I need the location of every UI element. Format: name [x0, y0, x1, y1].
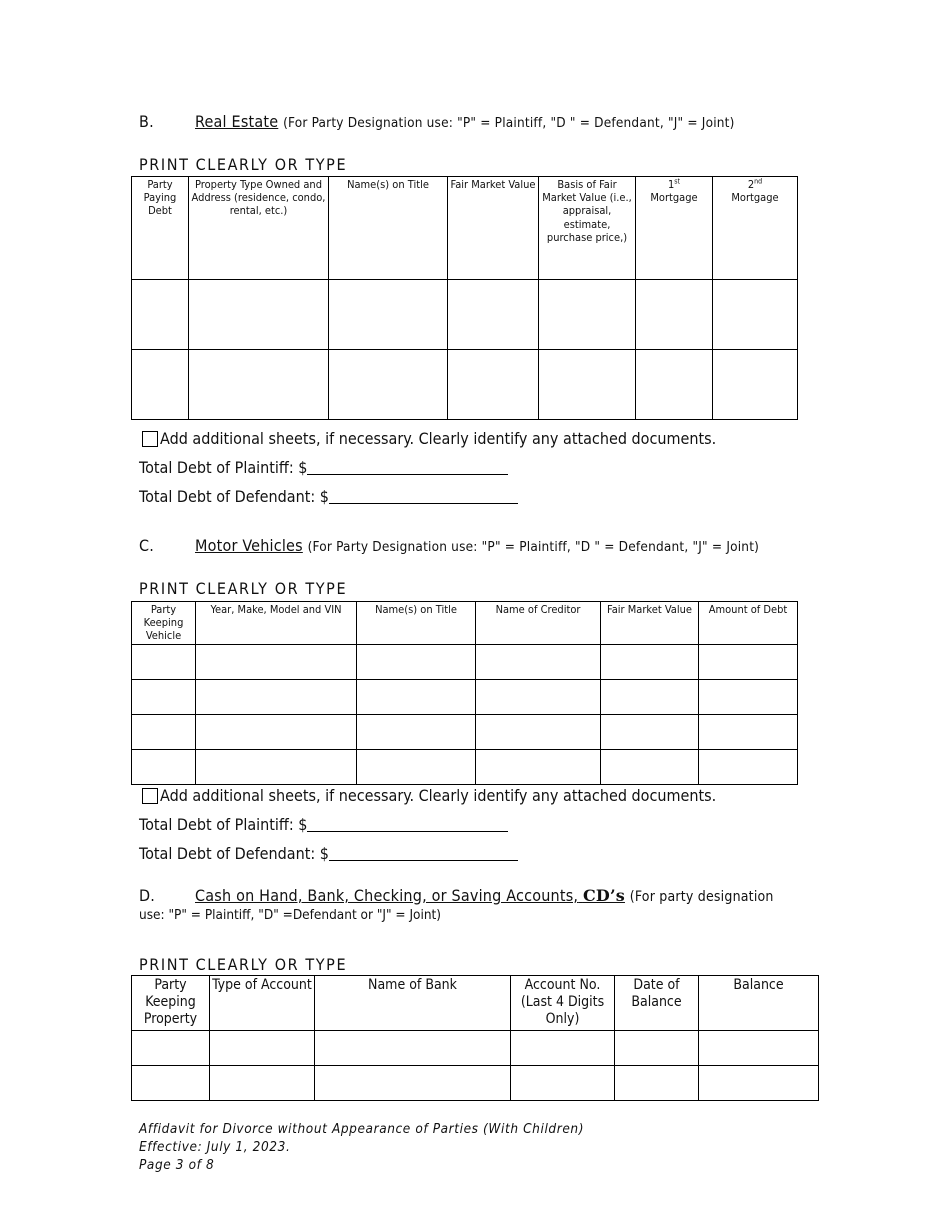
table-cell[interactable]	[511, 1031, 615, 1066]
print-clearly-label: PRINT CLEARLY OR TYPE	[139, 155, 348, 174]
header-type-of-account: Type of Account	[210, 976, 315, 1031]
table-cell[interactable]	[601, 715, 699, 750]
header-name-of-bank: Name of Bank	[315, 976, 511, 1031]
table-row[interactable]	[132, 750, 798, 785]
footer-effective-date: Effective: July 1, 2023.	[139, 1139, 291, 1155]
table-row[interactable]	[132, 715, 798, 750]
party-designation-note-cont: use: "P" = Plaintiff, "D" =Defendant or "J" = Joint)	[139, 907, 442, 923]
header-account-number: Account No. (Last 4 Digits Only)	[511, 976, 615, 1031]
table-cell[interactable]	[132, 280, 189, 350]
table-cell[interactable]	[329, 350, 448, 420]
section-c-heading	[139, 536, 759, 555]
header-party-paying-debt: Party Paying Debt	[132, 177, 189, 280]
table-cell[interactable]	[539, 350, 636, 420]
header-names-on-title: Name(s) on Title	[357, 602, 476, 645]
print-clearly-label: PRINT CLEARLY OR TYPE	[139, 579, 348, 598]
page-footer	[139, 1120, 584, 1174]
total-debt-plaintiff-label: Total Debt of Plaintiff: $	[139, 815, 308, 834]
table-cell[interactable]	[539, 280, 636, 350]
bank-accounts-table	[131, 975, 819, 1101]
cds-label: CD’s	[582, 886, 625, 905]
table-cell[interactable]	[601, 645, 699, 680]
header-name-of-creditor: Name of Creditor	[476, 602, 601, 645]
table-row[interactable]	[132, 645, 798, 680]
section-title: Real Estate	[195, 112, 279, 131]
footer-form-title: Affidavit for Divorce without Appearance of Parties (With Children)	[139, 1121, 585, 1137]
total-debt-defendant-field[interactable]	[329, 489, 518, 504]
table-cell[interactable]	[713, 280, 798, 350]
additional-sheets-label: Add additional sheets, if necessary. Clearly identify any attached documents.	[160, 429, 717, 448]
party-designation-note: (For Party Designation use: "P" = Plaintiff, "D " = Defendant, "J" = Joint)	[283, 115, 735, 131]
table-cell[interactable]	[476, 715, 601, 750]
section-title: Cash on Hand, Bank, Checking, or Saving Accounts, CD’s	[195, 886, 625, 905]
table-cell[interactable]	[132, 680, 196, 715]
table-cell[interactable]	[329, 280, 448, 350]
section-letter: C.	[139, 536, 155, 555]
table-cell[interactable]	[476, 645, 601, 680]
total-debt-defendant-row	[139, 844, 518, 863]
party-designation-note: (For Party Designation use: "P" = Plaintiff, "D " = Defendant, "J" = Joint)	[307, 539, 760, 555]
table-row[interactable]	[132, 680, 798, 715]
total-debt-defendant-label: Total Debt of Defendant: $	[139, 844, 329, 863]
header-date-of-balance: Date of Balance	[615, 976, 699, 1031]
table-cell[interactable]	[476, 680, 601, 715]
party-designation-note: (For party designation	[629, 889, 774, 905]
total-debt-plaintiff-field[interactable]	[307, 460, 508, 475]
table-cell[interactable]	[132, 715, 196, 750]
real-estate-table	[131, 176, 798, 420]
table-cell[interactable]	[448, 280, 539, 350]
table-cell[interactable]	[132, 1031, 210, 1066]
header-first-mortgage: 1st Mortgage	[636, 177, 713, 280]
additional-sheets-checkbox[interactable]	[142, 431, 158, 447]
table-row[interactable]	[132, 1066, 819, 1101]
additional-sheets-checkbox[interactable]	[142, 788, 158, 804]
total-debt-plaintiff-label: Total Debt of Plaintiff: $	[139, 458, 308, 477]
table-cell[interactable]	[699, 645, 798, 680]
footer-page-number: Page 3 of 8	[139, 1157, 215, 1173]
section-b-heading	[139, 112, 735, 131]
table-cell[interactable]	[196, 645, 357, 680]
table-cell[interactable]	[196, 680, 357, 715]
table-cell[interactable]	[315, 1031, 511, 1066]
header-second-mortgage: 2nd Mortgage	[713, 177, 798, 280]
table-cell[interactable]	[636, 280, 713, 350]
table-header-row	[132, 177, 798, 280]
table-cell[interactable]	[357, 645, 476, 680]
table-cell[interactable]	[615, 1031, 699, 1066]
table-cell[interactable]	[699, 715, 798, 750]
table-cell[interactable]	[196, 750, 357, 785]
table-row[interactable]	[132, 1031, 819, 1066]
table-header-row	[132, 602, 798, 645]
total-debt-plaintiff-row	[139, 815, 508, 834]
table-cell[interactable]	[699, 750, 798, 785]
header-basis-fmv: Basis of Fair Market Value (i.e., appraisal, estimate, purchase price,)	[539, 177, 636, 280]
table-cell[interactable]	[132, 645, 196, 680]
additional-sheets-line	[142, 429, 716, 448]
table-cell[interactable]	[699, 680, 798, 715]
table-cell[interactable]	[448, 350, 539, 420]
header-names-on-title: Name(s) on Title	[329, 177, 448, 280]
table-header-row	[132, 976, 819, 1031]
section-letter: D.	[139, 886, 156, 905]
table-cell[interactable]	[132, 350, 189, 420]
section-d-heading	[139, 886, 774, 905]
table-cell[interactable]	[210, 1066, 315, 1101]
table-cell[interactable]	[210, 1031, 315, 1066]
table-cell[interactable]	[357, 680, 476, 715]
header-party-keeping-property: Party Keeping Property	[132, 976, 210, 1031]
print-clearly-label: PRINT CLEARLY OR TYPE	[139, 955, 348, 974]
table-cell[interactable]	[699, 1066, 819, 1101]
header-fair-market-value: Fair Market Value	[601, 602, 699, 645]
table-cell[interactable]	[196, 715, 357, 750]
table-cell[interactable]	[615, 1066, 699, 1101]
table-cell[interactable]	[713, 350, 798, 420]
table-cell[interactable]	[189, 350, 329, 420]
table-row[interactable]	[132, 350, 798, 420]
total-debt-defendant-field[interactable]	[329, 846, 518, 861]
section-title: Motor Vehicles	[195, 536, 303, 555]
total-debt-defendant-row	[139, 487, 518, 506]
table-cell[interactable]	[132, 1066, 210, 1101]
header-balance: Balance	[699, 976, 819, 1031]
header-property-type: Property Type Owned and Address (residence, condo, rental, etc.)	[189, 177, 329, 280]
table-cell[interactable]	[357, 715, 476, 750]
table-cell[interactable]	[315, 1066, 511, 1101]
table-cell[interactable]	[601, 750, 699, 785]
total-debt-defendant-label: Total Debt of Defendant: $	[139, 487, 329, 506]
total-debt-plaintiff-field[interactable]	[307, 817, 508, 832]
table-cell[interactable]	[511, 1066, 615, 1101]
total-debt-plaintiff-row	[139, 458, 508, 477]
section-letter: B.	[139, 112, 154, 131]
additional-sheets-label: Add additional sheets, if necessary. Clearly identify any attached documents.	[160, 786, 717, 805]
table-row[interactable]	[132, 280, 798, 350]
header-fair-market-value: Fair Market Value	[448, 177, 539, 280]
additional-sheets-line	[142, 786, 716, 805]
header-amount-of-debt: Amount of Debt	[699, 602, 798, 645]
table-cell[interactable]	[189, 280, 329, 350]
table-cell[interactable]	[357, 750, 476, 785]
table-cell[interactable]	[132, 750, 196, 785]
table-cell[interactable]	[476, 750, 601, 785]
table-cell[interactable]	[699, 1031, 819, 1066]
motor-vehicles-table	[131, 601, 798, 785]
table-cell[interactable]	[601, 680, 699, 715]
table-cell[interactable]	[636, 350, 713, 420]
header-year-make-model-vin: Year, Make, Model and VIN	[196, 602, 357, 645]
header-party-keeping-vehicle: Party Keeping Vehicle	[132, 602, 196, 645]
